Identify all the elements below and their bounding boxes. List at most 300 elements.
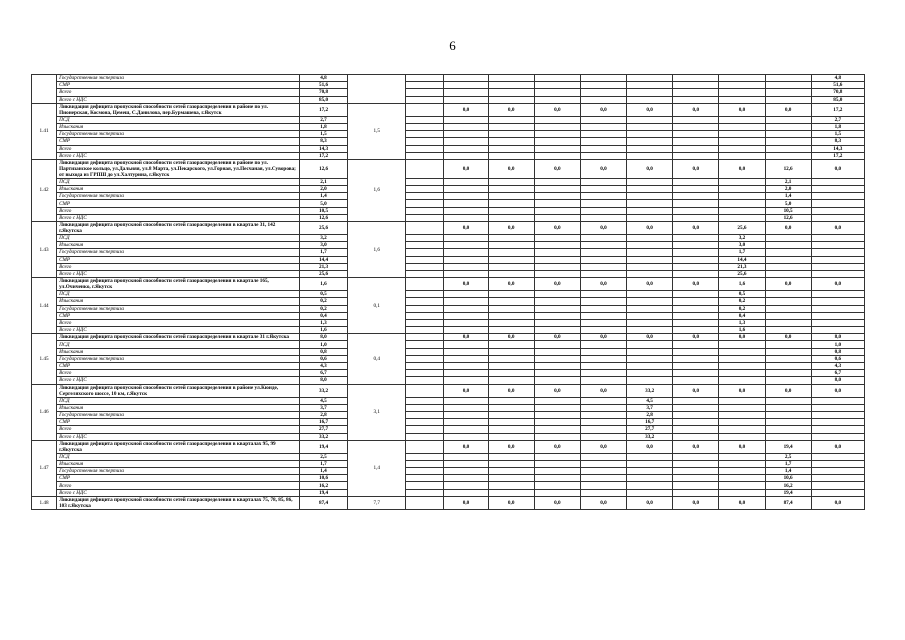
year-value (719, 89, 765, 96)
year-value (444, 377, 488, 384)
cost-item-label: Государственная экспертиза (57, 249, 300, 256)
cost-item-total: 21,3 (299, 263, 347, 270)
year-value (627, 482, 673, 489)
table-row-cost-item (32, 207, 865, 214)
cost-item-label: СМР (57, 200, 300, 207)
year-value (488, 341, 534, 348)
year-value (719, 489, 765, 496)
year-value: 19,4 (765, 489, 811, 496)
year-value (673, 256, 719, 263)
year-value (444, 411, 488, 418)
year-value: 0,0 (627, 278, 673, 291)
project-description: Ликвидация дефицита пропускной способности сетей газораспределения в квартале 165, ул.Очиченко, г.Якутск (57, 278, 300, 291)
year-value (765, 397, 811, 404)
year-value: 4,8 (811, 75, 864, 82)
year-value (406, 82, 444, 89)
year-value (444, 327, 488, 334)
cost-item-label: Всего с НДС (57, 96, 300, 103)
year-value (627, 123, 673, 130)
year-value: 0,0 (444, 278, 488, 291)
year-value (444, 193, 488, 200)
cost-item-total: 0,5 (299, 291, 347, 298)
year-value: 2,8 (627, 411, 673, 418)
cost-item-total: 70,8 (299, 89, 347, 96)
year-value (580, 475, 626, 482)
year-value: 33,2 (627, 433, 673, 440)
project-total: 17,2 (299, 103, 347, 116)
year-value (580, 482, 626, 489)
year-value (534, 131, 580, 138)
year-value (811, 305, 864, 312)
year-value (811, 411, 864, 418)
year-value (580, 319, 626, 326)
cost-item-total: 3,7 (299, 404, 347, 411)
year-value (406, 298, 444, 305)
year-value (406, 433, 444, 440)
year-value (719, 348, 765, 355)
year-value (580, 355, 626, 362)
year-value (673, 460, 719, 467)
year-value (811, 298, 864, 305)
year-value (488, 249, 534, 256)
project-description: Ликвидация дефицита пропускной способности сетей газораспределения в кварталах 95, 99 г.Якутска (57, 440, 300, 453)
year-value (488, 200, 534, 207)
cost-item-total: 27,7 (299, 426, 347, 433)
year-value (811, 327, 864, 334)
year-value (765, 123, 811, 130)
year-value (488, 242, 534, 249)
year-value (719, 426, 765, 433)
year-value (488, 312, 534, 319)
year-value: 8,3 (811, 138, 864, 145)
year-value: 12,6 (765, 159, 811, 178)
year-value (406, 89, 444, 96)
year-value: 16,2 (765, 482, 811, 489)
year-value (673, 419, 719, 426)
year-value (765, 370, 811, 377)
cost-item-label: ПСД (57, 291, 300, 298)
year-value (673, 178, 719, 185)
year-value: 0,0 (580, 334, 626, 341)
project-description: Ликвидация дефицита пропускной способности сетей газораспределения в районе по ул. Пионерская, Космона, Цемеш, С.Данилова, пер.Бурмашева, г.Якутск (57, 103, 300, 116)
year-value (444, 242, 488, 249)
year-value: 0,0 (534, 222, 580, 235)
year-value (406, 96, 444, 103)
year-value (488, 426, 534, 433)
table-row-cost-item (32, 305, 865, 312)
year-value (444, 186, 488, 193)
project-description: Ликвидация дефицита пропускной способности сетей газораспределения в районе по ул. Партизанское кольцо, ул.Дальняя, ул.8 Марта, ул.Пекарского, ул.Горная, ул.Песчаная, ул.Суворова; от выхода из ГРПШ до ул.Халтурина, г.Якутск (57, 159, 300, 178)
year-value (534, 96, 580, 103)
year-value (406, 312, 444, 319)
cost-item-total: 2,7 (299, 116, 347, 123)
table-row-cost-item (32, 397, 865, 404)
cost-item-label: Всего с НДС (57, 433, 300, 440)
pipeline-length: 3,1 (348, 384, 406, 440)
year-value (406, 453, 444, 460)
year-value: 0,0 (444, 496, 488, 509)
year-value (406, 334, 444, 341)
cost-item-total: 33,2 (299, 433, 347, 440)
year-value (488, 291, 534, 298)
year-value (488, 193, 534, 200)
year-value: 0,0 (444, 440, 488, 453)
year-value (627, 327, 673, 334)
row-number: 1.42 (32, 159, 57, 221)
year-value (627, 305, 673, 312)
table-row-cost-item (32, 363, 865, 370)
year-value: 4,5 (627, 397, 673, 404)
year-value (719, 341, 765, 348)
table-row-cost-item (32, 89, 865, 96)
year-value (627, 475, 673, 482)
year-value (534, 207, 580, 214)
year-value (673, 341, 719, 348)
year-value (627, 291, 673, 298)
project-total: 19,4 (299, 440, 347, 453)
year-value (534, 341, 580, 348)
year-value: 6,7 (811, 370, 864, 377)
cost-item-label: ПСД (57, 397, 300, 404)
year-value (488, 256, 534, 263)
cost-item-label: ПСД (57, 453, 300, 460)
cost-item-label: СМР (57, 312, 300, 319)
year-value (534, 193, 580, 200)
year-value (488, 152, 534, 159)
year-value (534, 138, 580, 145)
year-value (719, 82, 765, 89)
year-value (444, 207, 488, 214)
year-value: 0,0 (580, 440, 626, 453)
year-value: 0,0 (673, 334, 719, 341)
cost-item-label: СМР (57, 419, 300, 426)
year-value (673, 75, 719, 82)
year-value (719, 214, 765, 221)
year-value: 0,0 (719, 159, 765, 178)
year-value (719, 200, 765, 207)
year-value (444, 116, 488, 123)
row-number: 1.48 (32, 496, 57, 509)
year-value (719, 419, 765, 426)
year-value (673, 327, 719, 334)
year-value: 0,0 (444, 159, 488, 178)
year-value (580, 152, 626, 159)
year-value (673, 235, 719, 242)
year-value: 1,4 (765, 468, 811, 475)
cost-item-total: 0,8 (299, 348, 347, 355)
year-value (534, 178, 580, 185)
year-value (627, 235, 673, 242)
year-value (444, 89, 488, 96)
cost-item-total: 25,6 (299, 270, 347, 277)
year-value (406, 305, 444, 312)
project-total: 25,6 (299, 222, 347, 235)
year-value (488, 475, 534, 482)
year-value (580, 249, 626, 256)
cost-item-total: 14,3 (299, 145, 347, 152)
year-value (719, 193, 765, 200)
year-value (765, 89, 811, 96)
cost-item-label: Всего (57, 263, 300, 270)
year-value: 0,0 (580, 222, 626, 235)
project-total: 33,2 (299, 384, 347, 397)
year-value (534, 433, 580, 440)
year-value (719, 363, 765, 370)
year-value: 0,0 (444, 384, 488, 397)
year-value (488, 404, 534, 411)
year-value (488, 482, 534, 489)
table-row-cost-item (32, 75, 865, 82)
cost-item-label: Всего (57, 370, 300, 377)
year-value (580, 341, 626, 348)
year-value: 0,0 (534, 103, 580, 116)
page-number: 6 (449, 38, 456, 53)
cost-item-label: СМР (57, 363, 300, 370)
year-value (719, 411, 765, 418)
year-value (406, 411, 444, 418)
year-value (444, 96, 488, 103)
year-value: 27,7 (627, 426, 673, 433)
year-value: 85,0 (811, 96, 864, 103)
pipeline-length: 0,1 (348, 278, 406, 334)
year-value (580, 433, 626, 440)
year-value: 0,0 (534, 384, 580, 397)
year-value (719, 145, 765, 152)
year-value (627, 270, 673, 277)
year-value (765, 348, 811, 355)
table-row-cost-item (32, 489, 865, 496)
year-value (488, 327, 534, 334)
year-value (580, 178, 626, 185)
year-value: 0,0 (765, 222, 811, 235)
year-value (444, 355, 488, 362)
year-value (673, 453, 719, 460)
year-value (765, 116, 811, 123)
year-value (488, 397, 534, 404)
year-value (673, 426, 719, 433)
year-value (627, 263, 673, 270)
year-value (444, 468, 488, 475)
year-value (580, 256, 626, 263)
year-value (488, 96, 534, 103)
table-row-cost-item (32, 116, 865, 123)
year-value (673, 270, 719, 277)
year-value (406, 207, 444, 214)
year-value (534, 404, 580, 411)
year-value (488, 89, 534, 96)
year-value (627, 145, 673, 152)
year-value (719, 355, 765, 362)
year-value (580, 348, 626, 355)
project-description: Ликвидация дефицита пропускной способности сетей газораспределения в кварталах 75, 78, 85, 86, 103 г.Якутска (57, 496, 300, 509)
table-row-cost-item (32, 193, 865, 200)
table-row-cost-item (32, 96, 865, 103)
year-value (719, 131, 765, 138)
year-value (765, 327, 811, 334)
year-value (406, 214, 444, 221)
year-value (444, 214, 488, 221)
year-value (534, 235, 580, 242)
year-value (488, 186, 534, 193)
year-value: 0,0 (488, 334, 534, 341)
year-value: 0,0 (580, 103, 626, 116)
year-value (488, 131, 534, 138)
year-value: 0,0 (488, 159, 534, 178)
year-value (580, 298, 626, 305)
year-value: 0,4 (719, 312, 765, 319)
year-value (534, 200, 580, 207)
year-value (719, 482, 765, 489)
cost-item-label: Изыскания (57, 186, 300, 193)
year-value (444, 178, 488, 185)
year-value (488, 207, 534, 214)
year-value (765, 404, 811, 411)
year-value (534, 305, 580, 312)
year-value (406, 355, 444, 362)
cost-item-label: Изыскания (57, 242, 300, 249)
table-row-cost-item (32, 249, 865, 256)
year-value: 12,6 (765, 214, 811, 221)
cost-item-total: 51,6 (299, 82, 347, 89)
row-number: 1.47 (32, 440, 57, 496)
year-value (444, 263, 488, 270)
year-value: 2,1 (765, 178, 811, 185)
year-value (765, 298, 811, 305)
pipeline-length: 7,7 (348, 496, 406, 509)
year-value (811, 214, 864, 221)
year-value (811, 404, 864, 411)
year-value (580, 186, 626, 193)
year-value (627, 242, 673, 249)
year-value: 17,2 (811, 152, 864, 159)
project-description: Ликвидация дефицита пропускной способности сетей газораспределения в районе ул.Кюнде, Сергеляхского шоссе, 10 км, г.Якутск (57, 384, 300, 397)
year-value (719, 453, 765, 460)
table-row-cost-item (32, 404, 865, 411)
year-value: 0,0 (580, 384, 626, 397)
cost-item-label: СМР (57, 256, 300, 263)
year-value (534, 319, 580, 326)
year-value: 0,0 (627, 222, 673, 235)
year-value (534, 298, 580, 305)
project-description: Ликвидация дефицита пропускной способности сетей газораспределения в квартале 31, 142 г.Якутска (57, 222, 300, 235)
year-value: 0,0 (765, 334, 811, 341)
cost-item-total: 19,4 (299, 489, 347, 496)
year-value (444, 397, 488, 404)
table-row-cost-item (32, 411, 865, 418)
year-value (534, 123, 580, 130)
year-value: 0,0 (444, 334, 488, 341)
year-value (488, 235, 534, 242)
year-value: 0,0 (534, 440, 580, 453)
pipeline-length: 1,6 (348, 159, 406, 221)
cost-item-total: 0,4 (299, 312, 347, 319)
cost-item-total: 0,6 (299, 355, 347, 362)
year-value: 0,0 (673, 384, 719, 397)
year-value (627, 131, 673, 138)
year-value (444, 475, 488, 482)
year-value (444, 341, 488, 348)
year-value (765, 152, 811, 159)
year-value (580, 468, 626, 475)
year-value: 2,0 (765, 186, 811, 193)
table-row-cost-item (32, 82, 865, 89)
table-row-cost-item (32, 475, 865, 482)
year-value (488, 348, 534, 355)
year-value (811, 312, 864, 319)
year-value (534, 489, 580, 496)
year-value (673, 298, 719, 305)
year-value (673, 397, 719, 404)
year-value (488, 453, 534, 460)
year-value: 33,2 (627, 384, 673, 397)
year-value (811, 482, 864, 489)
year-value (406, 363, 444, 370)
year-value (673, 138, 719, 145)
year-value: 8,0 (811, 334, 864, 341)
year-value (406, 341, 444, 348)
year-value (580, 397, 626, 404)
year-value (534, 460, 580, 467)
year-value (406, 145, 444, 152)
year-value (627, 453, 673, 460)
year-value: 19,4 (765, 440, 811, 453)
year-value (444, 489, 488, 496)
table-row-project (32, 103, 865, 116)
cost-item-total: 10,5 (299, 207, 347, 214)
year-value (673, 116, 719, 123)
year-value (488, 370, 534, 377)
year-value: 0,0 (534, 159, 580, 178)
cost-item-total: 8,3 (299, 138, 347, 145)
year-value (673, 348, 719, 355)
cost-item-label: Государственная экспертиза (57, 411, 300, 418)
year-value (534, 426, 580, 433)
cost-item-total: 2,8 (299, 411, 347, 418)
year-value (627, 178, 673, 185)
year-value: 1,7 (719, 249, 765, 256)
cost-item-label: Изыскания (57, 404, 300, 411)
year-value (580, 460, 626, 467)
year-value (534, 270, 580, 277)
year-value: 0,0 (673, 159, 719, 178)
year-value (673, 249, 719, 256)
year-value: 0,0 (444, 222, 488, 235)
year-value: 25,6 (719, 270, 765, 277)
year-value (719, 96, 765, 103)
year-value: 16,7 (627, 419, 673, 426)
year-value (627, 193, 673, 200)
table-row-cost-item (32, 426, 865, 433)
year-value (765, 249, 811, 256)
investment-program-table (31, 74, 865, 510)
year-value: 0,0 (627, 159, 673, 178)
year-value (811, 419, 864, 426)
year-value (488, 363, 534, 370)
year-value (673, 89, 719, 96)
cost-item-label: Государственная экспертиза (57, 355, 300, 362)
year-value (406, 475, 444, 482)
year-value (580, 377, 626, 384)
table-row-cost-item (32, 123, 865, 130)
project-total: 1,6 (299, 278, 347, 291)
year-value (719, 178, 765, 185)
year-value (406, 249, 444, 256)
year-value: 0,0 (534, 278, 580, 291)
year-value (580, 131, 626, 138)
year-value: 25,6 (719, 222, 765, 235)
year-value (580, 370, 626, 377)
table-row-cost-item (32, 433, 865, 440)
